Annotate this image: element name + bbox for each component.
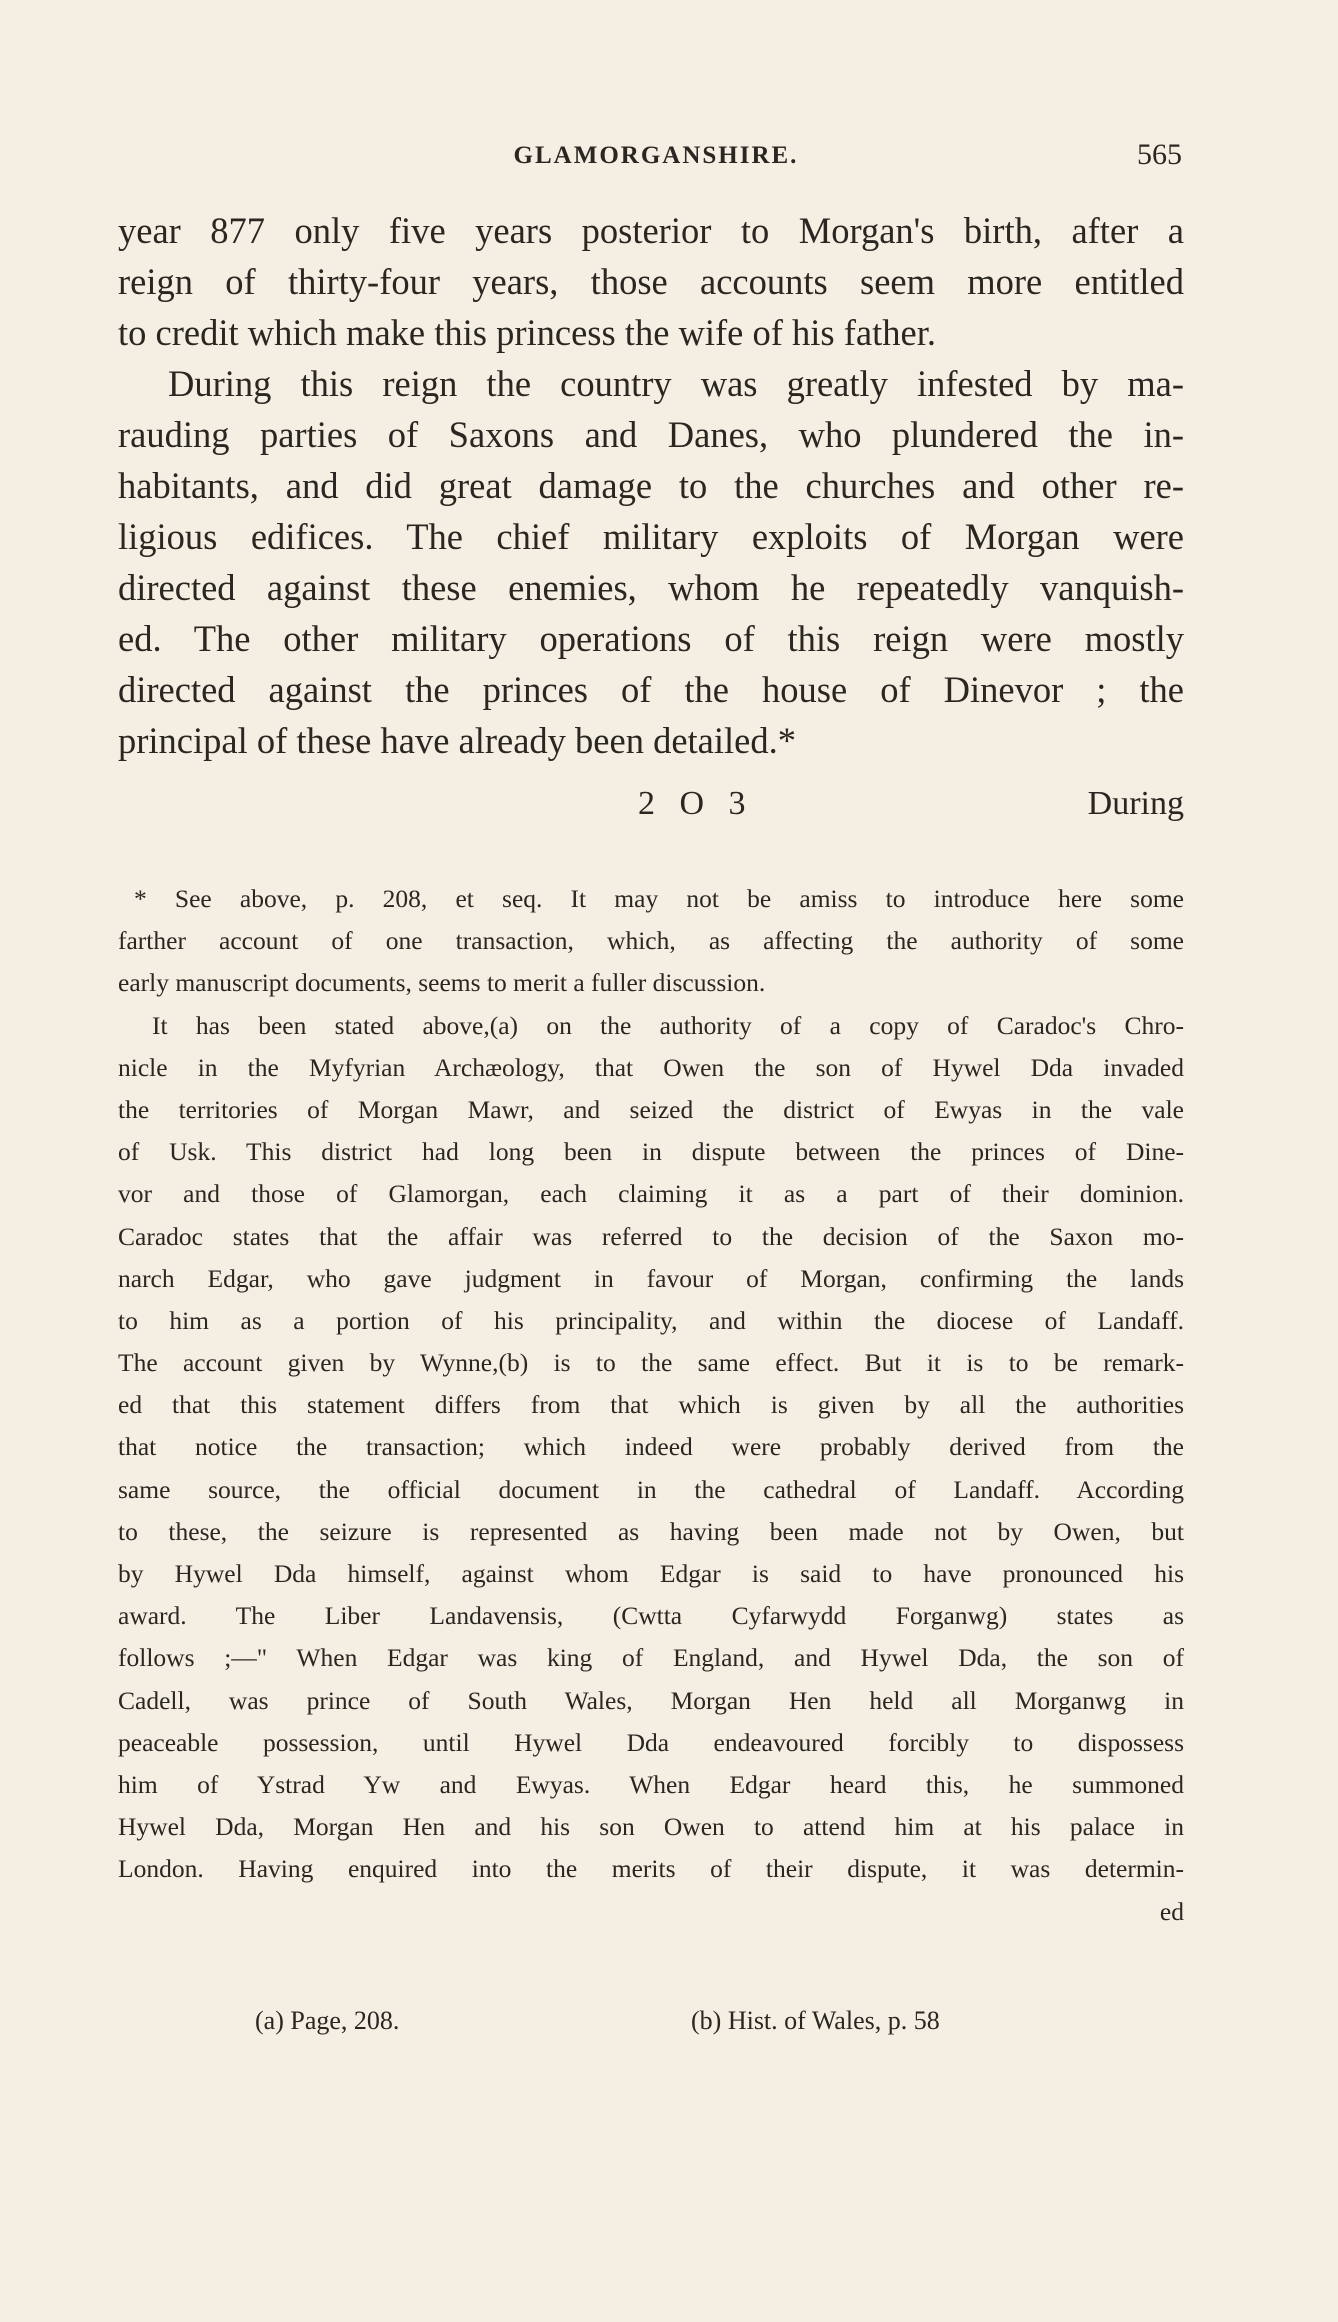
footnote-line: It has been stated above,(a) on the authority of a copy of Caradoc's Chro- bbox=[152, 1010, 1184, 1040]
footnote-line: farther account of one transaction, which, as affecting the authority of some bbox=[118, 926, 1184, 956]
text-line: ed. The other military operations of this reign were mostly bbox=[118, 618, 1184, 659]
footnote-line: of Usk. This district had long been in dispute between the princes of Dine- bbox=[118, 1137, 1184, 1167]
footnote-catchword: ed bbox=[1159, 1896, 1184, 1926]
footnote-line: the territories of Morgan Mawr, and seized the district of Ewyas in the vale bbox=[118, 1094, 1184, 1124]
footnote-line: to him as a portion of his principality, and within the diocese of Landaff. bbox=[118, 1305, 1184, 1335]
page-number: 565 bbox=[1137, 138, 1182, 171]
main-text bbox=[118, 205, 1184, 766]
text-line: directed against these enemies, whom he repeatedly vanquish- bbox=[118, 567, 1184, 608]
footnote-line: narch Edgar, who gave judgment in favour of Morgan, confirming the lands bbox=[118, 1263, 1184, 1293]
text-line: year 877 only five years posterior to Morgan's birth, after a bbox=[118, 210, 1184, 251]
signature-line bbox=[118, 785, 1184, 833]
footnote-line: same source, the official document in the cathedral of Landaff. According bbox=[118, 1474, 1184, 1504]
text-line: to credit which make this princess the wife of his father. bbox=[118, 312, 936, 353]
side-references bbox=[118, 2006, 1184, 2046]
footnote-line: Caradoc states that the affair was referred to the decision of the Saxon mo- bbox=[118, 1221, 1184, 1251]
footnote-line: peaceable possession, until Hywel Dda endeavoured forcibly to dispossess bbox=[118, 1727, 1184, 1757]
footnote-line: London. Having enquired into the merits of their dispute, it was determin- bbox=[118, 1854, 1184, 1884]
footnote-line: The account given by Wynne,(b) is to the same effect. But it is to be remark- bbox=[118, 1348, 1184, 1378]
footnote-line: to these, the seizure is represented as having been made not by Owen, but bbox=[118, 1516, 1184, 1546]
text-line: habitants, and did great damage to the churches and other re- bbox=[118, 465, 1184, 506]
text-line: ligious edifices. The chief military exploits of Morgan were bbox=[118, 516, 1184, 557]
catchword: During bbox=[1087, 785, 1184, 822]
footnote-line: * See above, p. 208, et seq. It may not be amiss to introduce here some bbox=[134, 884, 1184, 913]
reference-a: (a) Page, 208. bbox=[255, 2006, 400, 2035]
footnote-line: Cadell, was prince of South Wales, Morgan Hen held all Morganwg in bbox=[118, 1685, 1184, 1715]
footnote-line: follows ;—" When Edgar was king of England, and Hywel Dda, the son of bbox=[118, 1643, 1184, 1673]
footnote-line: by Hywel Dda himself, against whom Edgar is said to have pronounced his bbox=[118, 1559, 1184, 1588]
signature-mark: 2 O 3 bbox=[638, 785, 754, 822]
text-line: principal of these have already been detailed.* bbox=[118, 720, 796, 761]
text-line: During this reign the country was greatly infested by ma- bbox=[168, 363, 1184, 404]
running-title: GLAMORGANSHIRE. bbox=[513, 142, 799, 169]
footnote-line: ed that this statement differs from that which is given by all the authorities bbox=[118, 1390, 1184, 1420]
footnote-line: award. The Liber Landavensis, (Cwtta Cyfarwydd Forganwg) states as bbox=[118, 1601, 1184, 1631]
reference-b: (b) Hist. of Wales, p. 58 bbox=[691, 2006, 940, 2035]
footnote-line: him of Ystrad Yw and Ewyas. When Edgar heard this, he summoned bbox=[118, 1769, 1184, 1799]
footnote-line: that notice the transaction; which indeed were probably derived from the bbox=[118, 1432, 1184, 1462]
footnote-line: Hywel Dda, Morgan Hen and his son Owen to attend him at his palace in bbox=[118, 1812, 1184, 1842]
footnote-line: nicle in the Myfyrian Archæology, that Owen the son of Hywel Dda invaded bbox=[118, 1052, 1184, 1082]
text-line: rauding parties of Saxons and Danes, who plundered the in- bbox=[118, 414, 1184, 455]
text-line: reign of thirty-four years, those accounts seem more entitled bbox=[118, 261, 1184, 302]
footnote bbox=[118, 878, 1184, 1933]
footnote-line: early manuscript documents, seems to merit a fuller discussion. bbox=[118, 968, 766, 998]
text-line: directed against the princes of the house of Dinevor ; the bbox=[118, 669, 1184, 710]
footnote-line: vor and those of Glamorgan, each claiming it as a part of their dominion. bbox=[118, 1179, 1184, 1209]
page-header bbox=[130, 138, 1182, 182]
